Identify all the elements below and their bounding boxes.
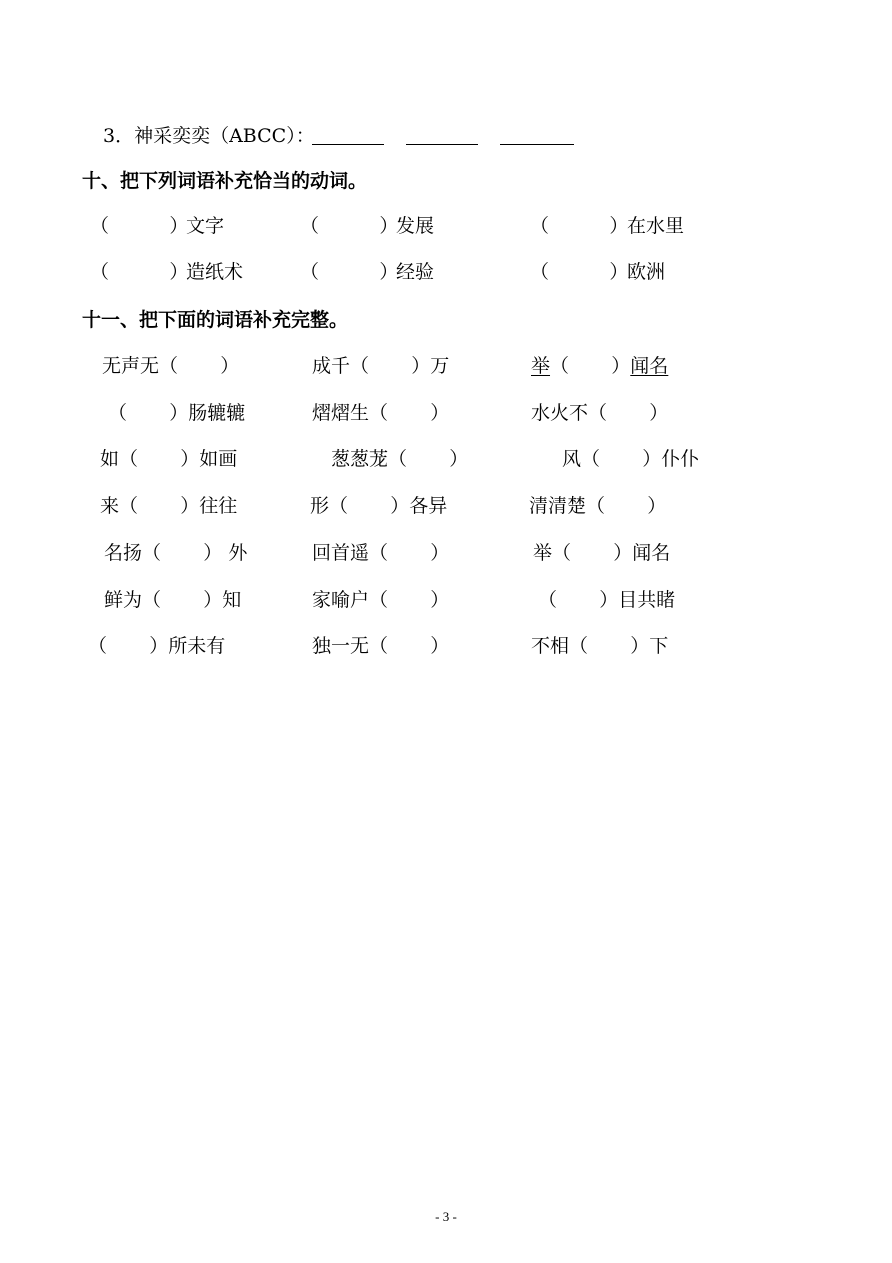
idiom-part: 目共睹	[618, 589, 676, 611]
section-10-row-2	[0, 259, 892, 285]
idiom-part: 外	[222, 542, 248, 564]
idiom-part: 如画	[199, 448, 238, 470]
section-11-title: 十一、把下面的词语补充完整。	[82, 309, 349, 331]
idiom-item	[312, 400, 449, 426]
idiom-item	[531, 400, 668, 426]
idiom-part: 肠辘辘	[188, 402, 246, 424]
word-item: 经验	[396, 261, 435, 283]
idiom-part: 仆仆	[661, 448, 700, 470]
answer-blank-3[interactable]	[500, 144, 574, 145]
question-3-line	[0, 123, 892, 149]
idiom-item	[104, 540, 247, 566]
paren-blank[interactable]: （ ）	[581, 448, 662, 470]
paren-blank[interactable]: （ ）	[369, 542, 450, 564]
paren-blank[interactable]: （ ）	[350, 355, 431, 377]
idiom-part: 水火不	[531, 402, 589, 424]
section-11-row-5	[0, 540, 892, 566]
idiom-part: 举	[533, 542, 553, 564]
paren-blank[interactable]: （ ）	[552, 542, 633, 564]
idiom-item	[312, 353, 449, 379]
page-number: - 3 -	[435, 1209, 457, 1224]
section-11-row-4	[0, 493, 892, 519]
paren-blank[interactable]: （ ）	[88, 635, 169, 657]
section-11-row-1	[0, 353, 892, 379]
idiom-part: 形	[310, 495, 330, 517]
idiom-part: 举	[531, 355, 551, 377]
paren-blank[interactable]: （ ）	[369, 635, 450, 657]
idiom-part: 闻名	[630, 355, 669, 377]
paren-blank[interactable]: （ ）	[142, 589, 223, 611]
paren-blank[interactable]: （ ）	[550, 355, 631, 377]
section-11-row-6	[0, 587, 892, 613]
idiom-part: 知	[222, 589, 242, 611]
idiom-item	[529, 493, 666, 519]
answer-blank-2[interactable]	[406, 144, 478, 145]
paren-blank[interactable]: （ ）	[530, 261, 629, 283]
paren-blank[interactable]: （ ）	[369, 402, 450, 424]
paren-blank[interactable]: （ ）	[388, 448, 469, 470]
idiom-part: 如	[100, 448, 120, 470]
idiom-item	[108, 400, 245, 426]
idiom-part: 万	[430, 355, 450, 377]
paren-blank[interactable]: （ ）	[588, 402, 669, 424]
word-item: 造纸术	[186, 261, 244, 283]
section-11-heading	[0, 307, 892, 333]
paren-blank[interactable]: （ ）	[90, 261, 189, 283]
idiom-part: 名扬	[104, 542, 143, 564]
paren-blank[interactable]: （ ）	[538, 589, 619, 611]
idiom-part: 清清楚	[529, 495, 587, 517]
idiom-part: 葱葱茏	[331, 448, 389, 470]
section-11-row-2	[0, 400, 892, 426]
paren-blank[interactable]: （ ）	[119, 495, 200, 517]
section-10-title: 十、把下列词语补充恰当的动词。	[82, 170, 368, 192]
word-item: 欧洲	[627, 261, 666, 283]
idiom-part: 来	[100, 495, 120, 517]
idiom-part: 闻名	[632, 542, 671, 564]
idiom-item	[562, 446, 699, 472]
paren-blank[interactable]: （ ）	[586, 495, 667, 517]
paren-blank[interactable]: （ ）	[329, 495, 410, 517]
word-item: 在水里	[627, 215, 685, 237]
paren-blank[interactable]: （ ）	[569, 635, 650, 657]
idiom-part: 成千	[312, 355, 351, 377]
paren-blank[interactable]: （ ）	[369, 589, 450, 611]
idiom-item	[104, 587, 241, 613]
idiom-part: 鲜为	[104, 589, 143, 611]
idiom-item	[533, 540, 670, 566]
paren-blank[interactable]: （ ）	[300, 261, 399, 283]
idiom-part: 无声无	[102, 355, 160, 377]
idiom-part: 独一无	[312, 635, 370, 657]
idiom-part: 各异	[409, 495, 448, 517]
idiom-part: 家喻户	[312, 589, 370, 611]
paren-blank[interactable]: （ ）	[142, 542, 223, 564]
idiom-part: 下	[649, 635, 669, 657]
question-3-label: 3．神采奕奕（ABCC）：	[103, 125, 315, 147]
idiom-item	[531, 353, 668, 379]
paren-blank[interactable]: （ ）	[300, 215, 399, 237]
idiom-item	[100, 446, 237, 472]
idiom-item	[102, 353, 239, 379]
paren-blank[interactable]: （ ）	[108, 402, 189, 424]
answer-blank-1[interactable]	[312, 144, 384, 145]
section-10-row-1	[0, 213, 892, 239]
idiom-item	[312, 540, 449, 566]
idiom-part: 风	[562, 448, 582, 470]
idiom-part: 回首遥	[312, 542, 370, 564]
idiom-part: 所未有	[168, 635, 226, 657]
idiom-part: 熠熠生	[312, 402, 370, 424]
idiom-part: 不相	[531, 635, 570, 657]
section-11-row-7	[0, 633, 892, 659]
paren-blank[interactable]: （ ）	[119, 448, 200, 470]
idiom-item	[310, 493, 447, 519]
word-item: 文字	[186, 215, 225, 237]
idiom-item	[312, 633, 449, 659]
paren-blank[interactable]: （ ）	[90, 215, 189, 237]
idiom-item	[88, 633, 225, 659]
section-10-heading	[0, 168, 892, 194]
paren-blank[interactable]: （ ）	[530, 215, 629, 237]
paren-blank[interactable]: （ ）	[159, 355, 240, 377]
idiom-item	[531, 633, 668, 659]
idiom-part: 往往	[199, 495, 238, 517]
section-11-row-3	[0, 446, 892, 472]
idiom-item	[538, 587, 675, 613]
idiom-item	[100, 493, 237, 519]
idiom-item	[312, 587, 449, 613]
idiom-item	[331, 446, 468, 472]
word-item: 发展	[396, 215, 435, 237]
